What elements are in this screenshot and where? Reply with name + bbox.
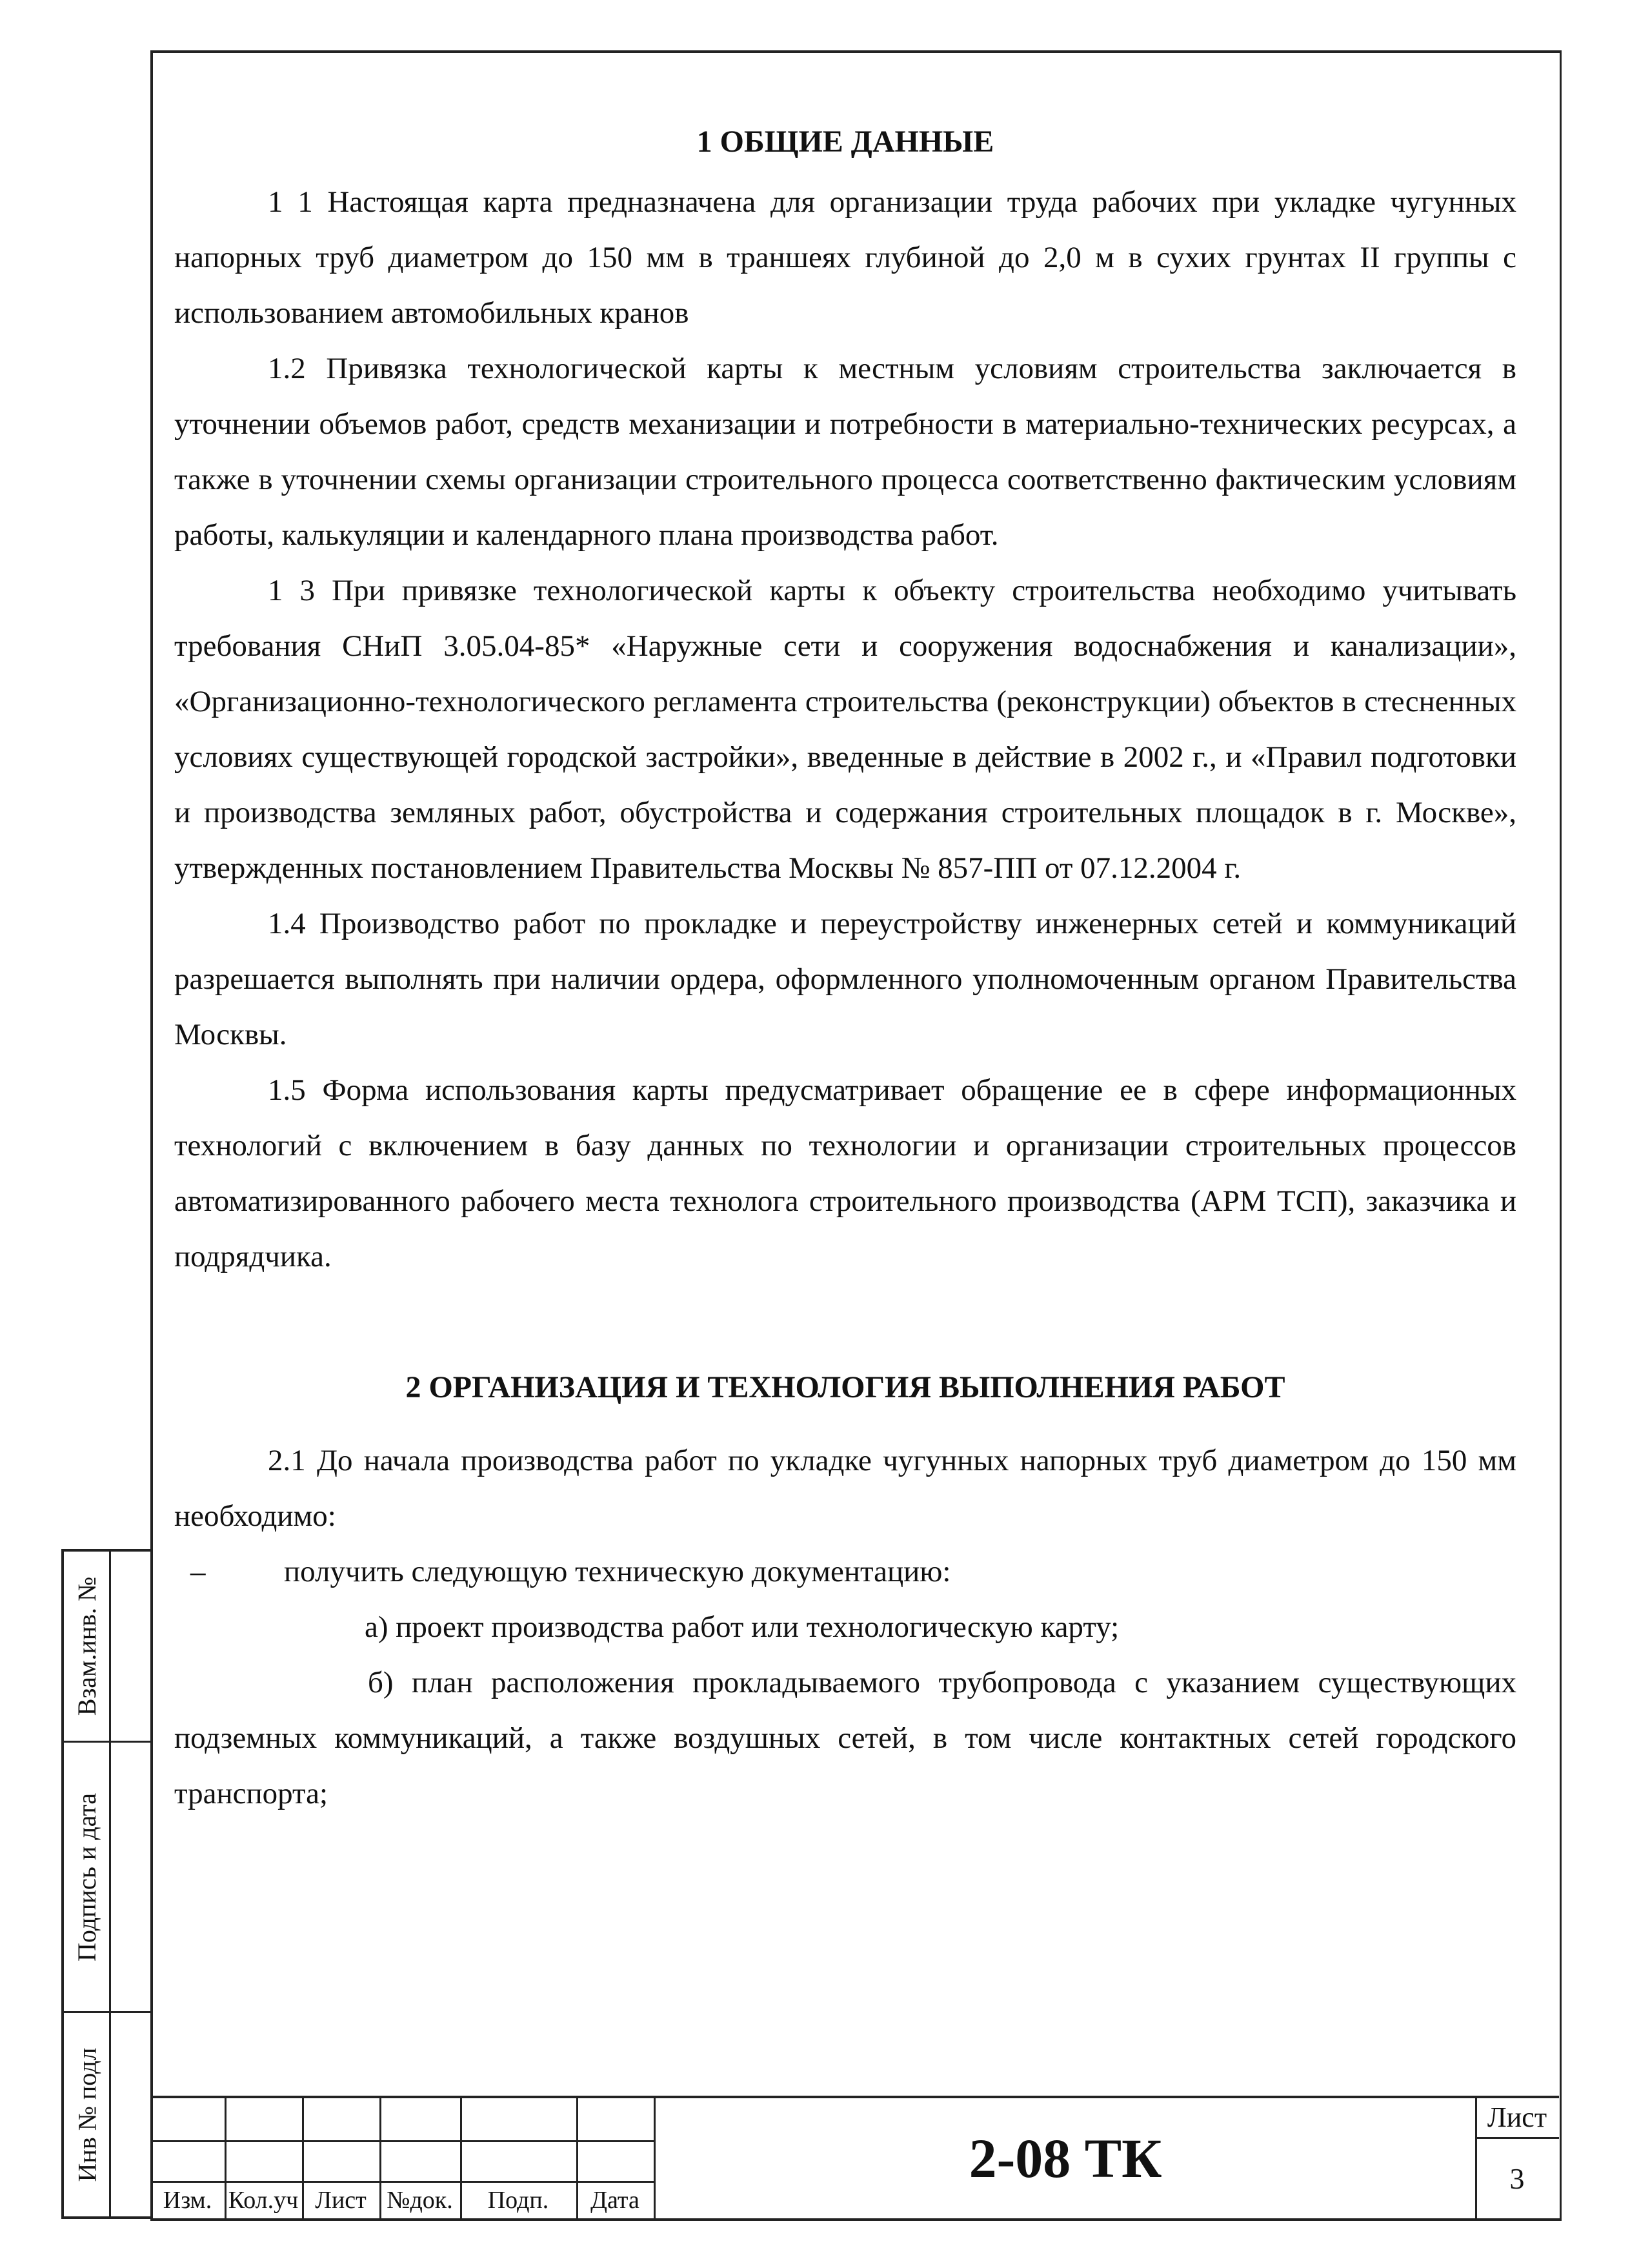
- header-data: Дата: [590, 2187, 639, 2214]
- sheet-box: [1475, 2098, 1559, 2218]
- section-1-title: 1 ОБЩИЕ ДАННЫЕ: [696, 125, 994, 159]
- document-body: [174, 110, 1516, 1821]
- side-label-podpis: Подпись и дата: [72, 1792, 102, 1961]
- document-code: 2-08 ТК: [654, 2098, 1477, 2218]
- header-list: Лист: [315, 2187, 367, 2214]
- paragraph-1-1: 1 1 Настоящая карта предназначена для организации труда рабочих при укладке чугунных напорных труб диаметром до 150 мм в траншеях глубиной до 2,0 м в сухих грунтах II группы с использованием автомобильных кранов: [174, 185, 1516, 330]
- sheet-number: 3: [1509, 2162, 1525, 2195]
- paragraph-1-3: 1 3 При привязке технологической карты к объекту строительства необходимо учитывать требования СНиП 3.05.04-85* «Наружные сети и сооружения водоснабжения и канализации», «Организационно-технологического регламента строительства (реконструкции) объектов в стесненных условиях существующей городской застройки», введенные в действие в 2002 г., и «Правил подготовки и производства земляных работ, обустройства и содержания строительных площадок в г. Москве», утвержденных постановлением Правительства Москвы № 857-ПП от 07.12.2004 г.: [174, 574, 1516, 885]
- header-kol-uch: Кол.уч: [228, 2187, 299, 2214]
- side-label-vzam: Взам.инв. №: [72, 1576, 102, 1716]
- section-2-title: 2 ОРГАНИЗАЦИЯ И ТЕХНОЛОГИЯ ВЫПОЛНЕНИЯ РАБОТ: [405, 1370, 1285, 1404]
- header-izm: Изм.: [163, 2187, 212, 2214]
- revision-grid: [150, 2098, 654, 2218]
- paragraph-1-4: 1.4 Производство работ по прокладке и переустройству инженерных сетей и коммуникаций разрешается выполнять при наличии ордера, оформленного уполномоченным органом Правительства Москвы.: [174, 907, 1516, 1051]
- paragraph-2-1: 2.1 До начала производства работ по укладке чугунных напорных труб диаметром до 150 мм необходимо:: [174, 1444, 1516, 1533]
- side-cell-inv: [64, 2013, 153, 2216]
- header-podp: Подп.: [487, 2187, 549, 2214]
- paragraph-1-2: 1.2 Привязка технологической карты к местным условиям строительства заключается в уточнении объемов работ, средств механизации и потребности в материально-технических ресурсах, а также в уточнении схемы организации строительного процесса соответственно фактическим условиям работы, калькуляции и календарного плана производства работ.: [174, 352, 1516, 552]
- side-label-inv: Инв № подл: [72, 2047, 102, 2182]
- list-item-text: получить следующую техническую документацию:: [284, 1555, 951, 1588]
- sub-item-b: б) план расположения прокладываемого трубопровода с указанием существующих подземных коммуникаций, а также воздушных сетей, в том числе контактных сетей городского транспорта;: [174, 1666, 1516, 1810]
- list-item: [174, 1544, 1516, 1599]
- title-block: [150, 2096, 1559, 2218]
- side-cell-podpis: [64, 1743, 153, 2013]
- header-nodok: №док.: [387, 2187, 453, 2214]
- side-stamp: [61, 1549, 153, 2219]
- paragraph-1-5: 1.5 Форма использования карты предусматривает обращение ее в сфере информационных технологий с включением в базу данных по технологии и организации строительных процессов автоматизированного рабочего места технолога строительного производства (АРМ ТСП), заказчика и подрядчика.: [174, 1073, 1516, 1273]
- side-cell-vzam: [64, 1552, 153, 1743]
- sheet-label: Лист: [1475, 2098, 1559, 2139]
- sub-item-a: а) проект производства работ или технологическую карту;: [365, 1610, 1120, 1644]
- dash-marker: –: [190, 1555, 206, 1588]
